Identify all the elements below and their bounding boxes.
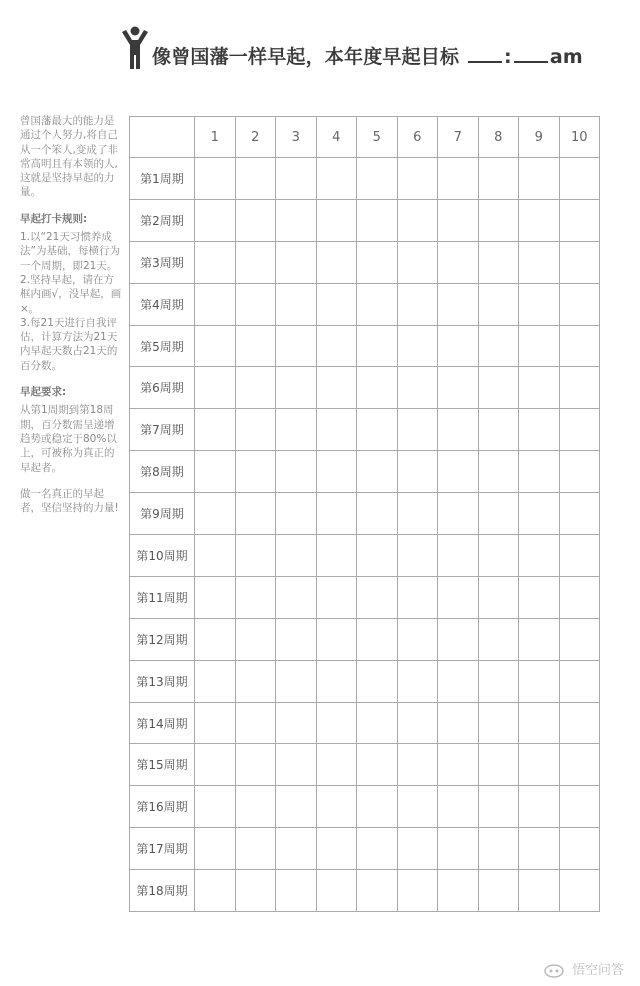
checkin-cell[interactable]	[559, 409, 600, 451]
checkin-cell[interactable]	[438, 535, 479, 577]
hour-blank[interactable]	[468, 47, 502, 63]
checkin-cell[interactable]	[235, 493, 276, 535]
checkin-cell[interactable]	[559, 535, 600, 577]
column-header-5: 5	[357, 117, 398, 158]
checkin-cell[interactable]	[559, 325, 600, 367]
checkin-cell[interactable]	[397, 199, 438, 241]
checkin-cell[interactable]	[438, 283, 479, 325]
checkin-cell[interactable]	[478, 199, 519, 241]
table-row	[130, 535, 600, 577]
checkin-cell[interactable]	[235, 744, 276, 786]
table-row	[130, 618, 600, 660]
checkin-cell[interactable]	[438, 702, 479, 744]
row-label: 第16周期	[130, 786, 195, 828]
table-row	[130, 199, 600, 241]
checkin-cell[interactable]	[195, 158, 236, 200]
checkin-cell[interactable]	[357, 660, 398, 702]
watermark-text: 悟空问答	[571, 963, 624, 978]
table-row	[130, 367, 600, 409]
checkin-cell[interactable]	[397, 702, 438, 744]
row-label: 第13周期	[130, 660, 195, 702]
table-row	[130, 325, 600, 367]
checkin-cell[interactable]	[357, 493, 398, 535]
checkin-cell[interactable]	[357, 576, 398, 618]
checkin-cell[interactable]	[438, 493, 479, 535]
page-header	[120, 24, 620, 74]
checkin-cell[interactable]	[316, 828, 357, 870]
checkin-cell[interactable]	[478, 158, 519, 200]
table-row	[130, 744, 600, 786]
checkin-cell[interactable]	[559, 660, 600, 702]
table-row	[130, 493, 600, 535]
time-suffix: am	[549, 46, 583, 68]
checkin-cell[interactable]	[397, 870, 438, 912]
checkin-cell[interactable]	[478, 325, 519, 367]
checkin-cell[interactable]	[195, 702, 236, 744]
requirement-text: 从第1周期到第18周期，百分数需呈递增趋势或稳定于80%以上，可被称为真正的早起者。	[20, 404, 117, 474]
rules-text: 1.以“21天习惯养成法”为基础，每横行为一个周期，即21天。 2.坚持早起，请在方框内画√，没早起，画×。 3.每21天进行自我评估，计算方法为21天内早起天数占21天的百分数。	[20, 231, 122, 372]
watermark	[544, 959, 624, 978]
checkin-cell[interactable]	[478, 535, 519, 577]
checkin-cell[interactable]	[519, 493, 560, 535]
column-header-2: 2	[235, 117, 276, 158]
checkin-cell[interactable]	[195, 618, 236, 660]
header-row	[130, 117, 600, 158]
checkin-cell[interactable]	[316, 618, 357, 660]
checkin-cell[interactable]	[559, 786, 600, 828]
row-label: 第3周期	[130, 241, 195, 283]
checkin-cell[interactable]	[478, 493, 519, 535]
checkin-cell[interactable]	[438, 786, 479, 828]
checkin-cell[interactable]	[559, 241, 600, 283]
checkin-cell[interactable]	[357, 241, 398, 283]
checkin-cell[interactable]	[519, 283, 560, 325]
checkin-cell[interactable]	[195, 409, 236, 451]
checkin-cell[interactable]	[276, 367, 317, 409]
checkin-cell[interactable]	[438, 409, 479, 451]
table-row	[130, 786, 600, 828]
row-label: 第10周期	[130, 535, 195, 577]
checkin-cell[interactable]	[316, 409, 357, 451]
checkin-cell[interactable]	[397, 660, 438, 702]
checkin-cell[interactable]	[438, 828, 479, 870]
checkin-cell[interactable]	[316, 367, 357, 409]
checkin-cell[interactable]	[397, 325, 438, 367]
checkin-cell[interactable]	[478, 409, 519, 451]
checkin-cell[interactable]	[559, 744, 600, 786]
row-label: 第11周期	[130, 576, 195, 618]
checkin-cell[interactable]	[195, 199, 236, 241]
checkin-cell[interactable]	[478, 241, 519, 283]
column-header-3: 3	[276, 117, 317, 158]
checkin-cell[interactable]	[235, 828, 276, 870]
column-header-1: 1	[195, 117, 236, 158]
checkin-cell[interactable]	[519, 828, 560, 870]
checkin-cell[interactable]	[195, 241, 236, 283]
checkin-cell[interactable]	[438, 576, 479, 618]
checkin-cell[interactable]	[478, 576, 519, 618]
checkin-cell[interactable]	[559, 576, 600, 618]
checkin-cell[interactable]	[195, 828, 236, 870]
checkin-cell[interactable]	[397, 493, 438, 535]
checkin-cell[interactable]	[519, 158, 560, 200]
checkin-cell[interactable]	[195, 870, 236, 912]
time-separator: :	[504, 46, 512, 68]
checkin-cell[interactable]	[195, 660, 236, 702]
checkin-cell[interactable]	[276, 158, 317, 200]
checkin-cell[interactable]	[316, 199, 357, 241]
checkin-cell[interactable]	[397, 786, 438, 828]
checkin-cell[interactable]	[316, 660, 357, 702]
checkin-cell[interactable]	[235, 409, 276, 451]
checkin-cell[interactable]	[316, 870, 357, 912]
checkin-cell[interactable]	[357, 199, 398, 241]
checkin-cell[interactable]	[235, 535, 276, 577]
checkin-cell[interactable]	[316, 325, 357, 367]
checkin-cell[interactable]	[316, 493, 357, 535]
checkin-cell[interactable]	[559, 702, 600, 744]
checkin-cell[interactable]	[519, 535, 560, 577]
checkin-cell[interactable]	[438, 158, 479, 200]
checkin-cell[interactable]	[478, 702, 519, 744]
checkin-cell[interactable]	[195, 493, 236, 535]
checkin-cell[interactable]	[519, 409, 560, 451]
checkin-cell[interactable]	[478, 451, 519, 493]
column-header-8: 8	[478, 117, 519, 158]
checkin-cell[interactable]	[478, 367, 519, 409]
checkin-cell[interactable]	[316, 702, 357, 744]
checkin-cell[interactable]	[276, 283, 317, 325]
checkin-cell[interactable]	[235, 660, 276, 702]
row-label: 第14周期	[130, 702, 195, 744]
checkin-cell[interactable]	[195, 786, 236, 828]
table-row	[130, 451, 600, 493]
checkin-cell[interactable]	[478, 786, 519, 828]
row-label: 第18周期	[130, 870, 195, 912]
checkin-cell[interactable]	[397, 409, 438, 451]
checkin-cell[interactable]	[478, 744, 519, 786]
row-label: 第4周期	[130, 283, 195, 325]
checkin-cell[interactable]	[438, 325, 479, 367]
checkin-cell[interactable]	[478, 828, 519, 870]
column-header-4: 4	[316, 117, 357, 158]
checkin-cell[interactable]	[276, 493, 317, 535]
column-header-6: 6	[397, 117, 438, 158]
checkin-cell[interactable]	[316, 535, 357, 577]
checkin-cell[interactable]	[559, 870, 600, 912]
checkin-cell[interactable]	[519, 367, 560, 409]
table-row	[130, 283, 600, 325]
checkin-cell[interactable]	[519, 325, 560, 367]
checkin-cell[interactable]	[519, 199, 560, 241]
checkin-cell[interactable]	[195, 367, 236, 409]
checkin-cell[interactable]	[559, 493, 600, 535]
checkin-cell[interactable]	[438, 241, 479, 283]
checkin-cell[interactable]	[438, 451, 479, 493]
rules-heading: 早起打卡规则:	[20, 212, 88, 225]
column-header-7: 7	[438, 117, 479, 158]
checkin-cell[interactable]	[235, 367, 276, 409]
checkin-cell[interactable]	[276, 702, 317, 744]
checkin-cell[interactable]	[357, 786, 398, 828]
checkin-cell[interactable]	[438, 199, 479, 241]
checkin-cell[interactable]	[438, 660, 479, 702]
checkin-cell[interactable]	[478, 660, 519, 702]
checkin-cell[interactable]	[357, 451, 398, 493]
row-label: 第9周期	[130, 493, 195, 535]
row-label: 第1周期	[130, 158, 195, 200]
row-label: 第7周期	[130, 409, 195, 451]
checkin-cell[interactable]	[195, 325, 236, 367]
checkin-cell[interactable]	[235, 241, 276, 283]
table-row	[130, 409, 600, 451]
checkin-cell[interactable]	[357, 828, 398, 870]
page-title	[152, 42, 583, 69]
checkin-cell[interactable]	[276, 241, 317, 283]
checkin-cell[interactable]	[276, 535, 317, 577]
checkin-cell[interactable]	[276, 618, 317, 660]
checkin-cell[interactable]	[559, 618, 600, 660]
checkin-cell[interactable]	[357, 409, 398, 451]
checkin-cell[interactable]	[235, 325, 276, 367]
checkin-cell[interactable]	[235, 618, 276, 660]
checkin-cell[interactable]	[397, 618, 438, 660]
table-row	[130, 241, 600, 283]
person-raising-arms-icon	[120, 26, 150, 70]
checkin-cell[interactable]	[397, 283, 438, 325]
checkin-cell[interactable]	[316, 786, 357, 828]
checkin-cell[interactable]	[438, 870, 479, 912]
title-text: 像曾国藩一样早起，本年度早起目标	[152, 46, 460, 68]
row-label: 第17周期	[130, 828, 195, 870]
checkin-cell[interactable]	[357, 367, 398, 409]
checkin-cell[interactable]	[519, 618, 560, 660]
checkin-cell[interactable]	[519, 241, 560, 283]
row-label: 第8周期	[130, 451, 195, 493]
checkin-table	[129, 116, 600, 912]
checkin-cell[interactable]	[438, 367, 479, 409]
checkin-cell[interactable]	[397, 576, 438, 618]
row-label: 第5周期	[130, 325, 195, 367]
checkin-cell[interactable]	[438, 618, 479, 660]
checkin-cell[interactable]	[357, 618, 398, 660]
row-label: 第12周期	[130, 618, 195, 660]
checkin-cell[interactable]	[235, 199, 276, 241]
checkin-cell[interactable]	[357, 870, 398, 912]
checkin-cell[interactable]	[276, 660, 317, 702]
checkin-cell[interactable]	[478, 618, 519, 660]
row-label: 第15周期	[130, 744, 195, 786]
minute-blank[interactable]	[514, 47, 548, 63]
checkin-cell[interactable]	[478, 870, 519, 912]
requirement-heading: 早起要求:	[20, 386, 67, 399]
checkin-cell[interactable]	[519, 786, 560, 828]
checkin-cell[interactable]	[357, 744, 398, 786]
checkin-cell[interactable]	[357, 702, 398, 744]
checkin-cell[interactable]	[235, 451, 276, 493]
checkin-cell[interactable]	[559, 828, 600, 870]
checkin-cell[interactable]	[559, 451, 600, 493]
checkin-cell[interactable]	[235, 283, 276, 325]
checkin-cell[interactable]	[559, 158, 600, 200]
checkin-cell[interactable]	[195, 451, 236, 493]
column-header-10: 10	[559, 117, 600, 158]
checkin-cell[interactable]	[276, 576, 317, 618]
checkin-cell[interactable]	[357, 535, 398, 577]
checkin-cell[interactable]	[316, 283, 357, 325]
checkin-cell[interactable]	[276, 828, 317, 870]
checkin-cell[interactable]	[276, 786, 317, 828]
table-body	[130, 158, 600, 912]
instructions-sidebar	[20, 114, 124, 527]
checkin-cell[interactable]	[276, 409, 317, 451]
table-row	[130, 576, 600, 618]
checkin-cell[interactable]	[397, 451, 438, 493]
checkin-cell[interactable]	[397, 744, 438, 786]
checkin-cell[interactable]	[519, 870, 560, 912]
checkin-cell[interactable]	[235, 576, 276, 618]
checkin-cell[interactable]	[276, 870, 317, 912]
checkin-cell[interactable]	[235, 870, 276, 912]
checkin-cell[interactable]	[397, 158, 438, 200]
checkin-cell[interactable]	[276, 744, 317, 786]
checkin-cell[interactable]	[195, 283, 236, 325]
checkin-cell[interactable]	[316, 241, 357, 283]
table-row	[130, 158, 600, 200]
checkin-cell[interactable]	[316, 451, 357, 493]
checkin-cell[interactable]	[276, 325, 317, 367]
wukong-logo-icon	[544, 964, 564, 978]
table-row	[130, 660, 600, 702]
row-label: 第6周期	[130, 367, 195, 409]
table-row	[130, 870, 600, 912]
checkin-cell[interactable]	[397, 828, 438, 870]
checkin-cell[interactable]	[357, 283, 398, 325]
checkin-cell[interactable]	[519, 660, 560, 702]
checkin-cell[interactable]	[397, 367, 438, 409]
checkin-cell[interactable]	[519, 702, 560, 744]
checkin-cell[interactable]	[357, 158, 398, 200]
checkin-cell[interactable]	[397, 535, 438, 577]
checkin-cell[interactable]	[438, 744, 479, 786]
column-header-9: 9	[519, 117, 560, 158]
checkin-cell[interactable]	[235, 158, 276, 200]
checkin-cell[interactable]	[519, 744, 560, 786]
checkin-cell[interactable]	[235, 786, 276, 828]
checkin-cell[interactable]	[559, 283, 600, 325]
checkin-cell[interactable]	[195, 576, 236, 618]
table-row	[130, 702, 600, 744]
checkin-cell[interactable]	[357, 325, 398, 367]
checkin-cell[interactable]	[397, 241, 438, 283]
corner-cell	[130, 117, 195, 158]
checkin-cell[interactable]	[559, 367, 600, 409]
checkin-cell[interactable]	[316, 158, 357, 200]
checkin-cell[interactable]	[519, 451, 560, 493]
checkin-cell[interactable]	[195, 535, 236, 577]
checkin-cell[interactable]	[235, 702, 276, 744]
checkin-cell[interactable]	[276, 199, 317, 241]
row-label: 第2周期	[130, 199, 195, 241]
intro-text: 曾国藩最大的能力是通过个人努力,将自己从一个笨人,变成了非常高明且有本领的人,这就是坚持早起的力量。	[20, 115, 118, 199]
checkin-cell[interactable]	[519, 576, 560, 618]
checkin-cell[interactable]	[316, 744, 357, 786]
checkin-cell[interactable]	[478, 283, 519, 325]
table-row	[130, 828, 600, 870]
checkin-cell[interactable]	[316, 576, 357, 618]
checkin-cell[interactable]	[559, 199, 600, 241]
checkin-cell[interactable]	[195, 744, 236, 786]
closing-text: 做一名真正的早起者，坚信坚持的力量!	[20, 487, 119, 515]
checkin-cell[interactable]	[276, 451, 317, 493]
